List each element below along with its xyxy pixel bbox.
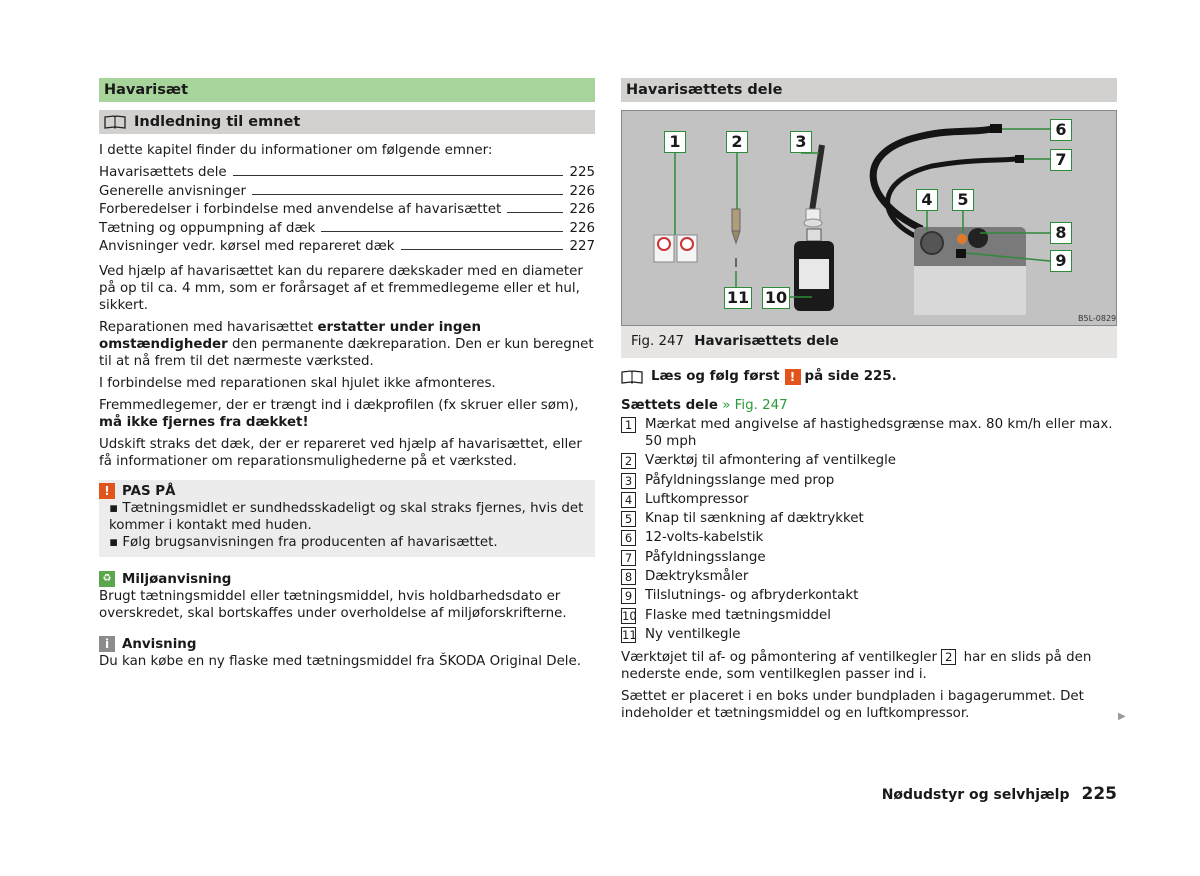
figure-image bbox=[621, 110, 1117, 326]
warning-icon: ! bbox=[785, 369, 801, 385]
list-item: 5 Knap til sænkning af dæktrykket bbox=[621, 510, 1117, 527]
parts-list bbox=[621, 416, 1117, 643]
warning-header bbox=[99, 483, 585, 500]
toc-row[interactable]: Havarisættets dele 225 bbox=[99, 165, 595, 180]
read-first-link[interactable]: på side 225. bbox=[804, 369, 897, 384]
list-item: 6 12-volts-kabelstik bbox=[621, 529, 1117, 546]
paragraph: Værktøjet til af- og påmontering af ventilkegler 2 har en slids på den nederste ende, som ventilkeglen passer ind i. bbox=[621, 649, 1092, 682]
callout-1: 1 bbox=[664, 131, 686, 153]
figure-caption bbox=[621, 326, 1117, 358]
figure-title: Havarisættets dele bbox=[694, 334, 839, 349]
list-item: 8 Dæktryksmåler bbox=[621, 568, 1117, 585]
figure-link[interactable]: » Fig. 247 bbox=[722, 398, 788, 413]
callout-7: 7 bbox=[1050, 149, 1072, 171]
figure bbox=[621, 110, 1117, 358]
toc-row[interactable]: Forberedelser i forbindelse med anvendelse af havarisættet 226 bbox=[99, 202, 595, 217]
paragraph: Reparationen med havarisættet erstatter under ingen omstændigheder den permanente dækreparation. Den er kun beregnet til at nå frem til det nærmeste værksted. bbox=[99, 319, 594, 369]
intro-text: I dette kapitel finder du informationer om følgende emner: bbox=[99, 143, 493, 158]
continue-arrow-icon: ▶ bbox=[1118, 711, 1126, 722]
warning-item: ▪ Følg brugsanvisningen fra producenten af havarisættet. bbox=[109, 534, 498, 550]
callout-11: 11 bbox=[724, 287, 752, 309]
page-number: 225 bbox=[1081, 784, 1117, 804]
figure-code: B5L-0829 bbox=[1078, 314, 1116, 323]
right-column bbox=[621, 78, 1117, 727]
list-item: 10 Flaske med tætningsmiddel bbox=[622, 607, 831, 623]
toc-list bbox=[99, 164, 595, 257]
sealant-bottle-icon bbox=[794, 229, 834, 311]
section-title: Havarisæt bbox=[99, 78, 595, 102]
callout-2: 2 bbox=[726, 131, 748, 153]
page-footer bbox=[882, 786, 1117, 804]
callout-10: 10 bbox=[762, 287, 790, 309]
warning-box bbox=[99, 480, 595, 557]
list-item: 9 Tilslutnings- og afbryderkontakt bbox=[621, 587, 1117, 604]
paragraph: Ved hjælp af havarisættet kan du reparere dækskader med en diameter på op til ca. 4 mm, som er forårsaget af et fremmedlegeme eller et hul, sikkert. bbox=[99, 263, 583, 313]
list-item: 7 Påfyldningsslange bbox=[621, 549, 1117, 566]
paragraph: Fremmedlegemer, der er trængt ind i dækprofilen (fx skruer eller søm), må ikke fjernes fra dækket! bbox=[99, 397, 579, 430]
book-icon bbox=[621, 370, 643, 384]
left-column bbox=[99, 78, 595, 675]
paragraph: Sættet er placeret i en boks under bundpladen i bagagerummet. Det indeholder et tætningsmiddel og en luftkompressor. bbox=[621, 688, 1084, 721]
list-item: 2 Værktøj til afmontering af ventilkegle bbox=[621, 452, 1117, 469]
intro-header bbox=[99, 110, 595, 134]
callout-6: 6 bbox=[1050, 119, 1072, 141]
warning-icon: ! bbox=[99, 483, 115, 499]
callout-9: 9 bbox=[1050, 250, 1072, 272]
toc-row[interactable]: Generelle anvisninger 226 bbox=[99, 183, 595, 199]
chapter-title: Nødudstyr og selvhjælp bbox=[881, 787, 1070, 803]
info-header bbox=[99, 636, 595, 653]
env-title: Miljøanvisning bbox=[122, 571, 232, 587]
toc-row[interactable]: Anvisninger vedr. kørsel med repareret dæk 227 bbox=[99, 239, 595, 254]
info-text: Du kan købe en ny flaske med tætningsmiddel fra ŠKODA Original Dele. bbox=[99, 653, 582, 669]
env-text: Brugt tætningsmiddel eller tætningsmiddel, hvis holdbarhedsdato er overskredet, skal bortskaffes under overholdelse af miljøforskrifterne. bbox=[99, 588, 567, 621]
info-title: Anvisning bbox=[122, 636, 197, 652]
callout-4: 4 bbox=[916, 189, 938, 211]
env-header bbox=[99, 571, 595, 588]
recycle-icon: ♻ bbox=[99, 571, 115, 587]
callout-3: 3 bbox=[790, 131, 812, 153]
repair-kit-illustration bbox=[622, 111, 1116, 325]
list-item: 4 Luftkompressor bbox=[621, 491, 1117, 508]
paragraph: I forbindelse med reparationen skal hjulet ikke afmonteres. bbox=[99, 375, 496, 391]
callout-5: 5 bbox=[952, 189, 974, 211]
warning-item: ▪ Tætningsmidlet er sundhedsskadeligt og skal straks fjernes, hvis det kommer i kontakt med huden. bbox=[109, 500, 584, 533]
section-title: Havarisættets dele bbox=[621, 78, 1117, 102]
callout-8: 8 bbox=[1050, 222, 1072, 244]
info-icon: i bbox=[99, 636, 115, 652]
list-item: 1 Mærkat med angivelse af hastighedsgrænse max. 80 km/h eller max. 50 mph bbox=[621, 416, 1117, 450]
toc-row[interactable]: Tætning og oppumpning af dæk 226 bbox=[99, 220, 595, 236]
list-item: 3 Påfyldningsslange med prop bbox=[621, 472, 1117, 489]
list-item: 11 Ny ventilkegle bbox=[622, 626, 741, 642]
warning-title: PAS PÅ bbox=[122, 483, 176, 499]
read-first: Læs og følg først ! på side 225. bbox=[621, 368, 1117, 385]
paragraph: Udskift straks det dæk, der er repareret ved hjælp af havarisættet, eller få informationer om reparationsmulighederne på et værksted. bbox=[99, 436, 582, 469]
parts-header: Sættets dele » Fig. 247 bbox=[621, 398, 788, 413]
book-icon bbox=[104, 115, 126, 129]
figure-number: Fig. 247 bbox=[631, 334, 685, 349]
compressor-icon bbox=[914, 227, 1026, 315]
intro-title: Indledning til emnet bbox=[134, 114, 301, 130]
